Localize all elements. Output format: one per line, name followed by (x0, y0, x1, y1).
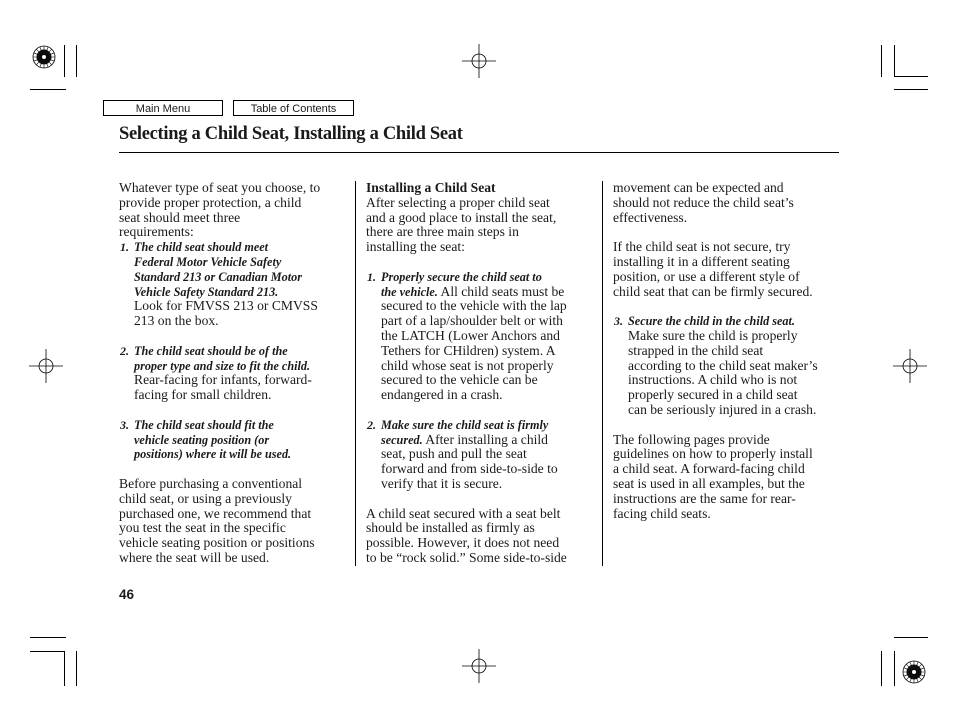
title-rule (119, 152, 839, 153)
body-line: seat, push and pull the seat (381, 446, 527, 462)
spacer (613, 418, 845, 433)
body-text: After installing a child (422, 431, 548, 447)
body-line: according to the child seat maker’s (628, 357, 818, 373)
body-line: part of a lap/shoulder belt or with (381, 313, 563, 329)
body-line: secured to the vehicle can be (381, 372, 538, 388)
column-3 (613, 181, 845, 521)
step-item (366, 270, 598, 403)
body-line: seat is used in all examples, but the (613, 475, 805, 491)
body-line: seat should meet three (119, 209, 241, 225)
requirement-title: positions) where it will be used. (134, 447, 292, 462)
requirement-title: The child seat should fit the (134, 417, 274, 432)
main-menu-button[interactable]: Main Menu (103, 100, 223, 116)
body-line: child whose seat is not properly (381, 357, 554, 373)
body-line: can be seriously injured in a crash. (628, 401, 817, 417)
column-2 (366, 181, 598, 566)
body-line: provide proper protection, a child (119, 194, 302, 210)
body-line: A child seat secured with a seat belt (366, 505, 561, 521)
body-line: a child seat. A forward-facing child (613, 461, 805, 477)
body-line: The following pages provide (613, 431, 770, 447)
body-line: facing for small children. (134, 387, 272, 403)
body-line: position, or use a different style of (613, 268, 800, 284)
column-1 (119, 181, 351, 566)
body-line: and a good place to install the seat, (366, 209, 557, 225)
requirement-item (119, 344, 351, 403)
body-line: movement can be expected and (613, 180, 784, 195)
column-divider-1 (355, 181, 356, 566)
step-title: secured. (381, 432, 423, 447)
body-text: All child seats must be (437, 283, 565, 299)
body-line: child seat that can be firmly secured. (613, 283, 813, 299)
body-line: there are three main steps in (366, 224, 519, 240)
step-title: Secure the child in the child seat. (628, 314, 795, 329)
body-line: secured to the vehicle with the lap (381, 298, 567, 314)
body-line: Before purchasing a conventional (119, 475, 303, 491)
body-line: verify that it is secure. (381, 475, 503, 491)
table-of-contents-button[interactable]: Table of Contents (233, 100, 354, 116)
body-line: instructions. A child who is not (628, 372, 798, 388)
body-line: Look for FMVSS 213 or CMVSS (134, 298, 318, 314)
body-line: installing it in a different seating (613, 253, 790, 269)
requirement-item (119, 418, 351, 462)
requirement-title: The child seat should meet (134, 240, 269, 255)
requirement-title: proper type and size to fit the child. (134, 358, 311, 373)
registration-target-bottom (462, 649, 496, 683)
body-line: After selecting a proper child seat (366, 194, 550, 210)
step-line (381, 433, 598, 448)
step-line (381, 285, 598, 300)
body-line: child seat, or using a previously (119, 490, 292, 506)
body-line: guidelines on how to properly install (613, 446, 813, 462)
spacer (366, 403, 598, 418)
spacer (613, 299, 845, 314)
requirement-title: Standard 213 or Canadian Motor (134, 269, 302, 284)
requirement-title: Federal Motor Vehicle Safety (134, 254, 282, 269)
body-line: purchased one, we recommend that (119, 505, 312, 521)
step-title: the vehicle. (381, 284, 438, 299)
registration-burst-top-left (33, 46, 55, 68)
step-number: 3. (614, 314, 623, 329)
requirement-title: Vehicle Safety Standard 213. (134, 284, 279, 299)
body-line: should be installed as firmly as (366, 520, 535, 536)
registration-target-left (29, 349, 63, 383)
step-number: 2. (367, 417, 376, 432)
spacer (119, 403, 351, 418)
step-number: 1. (367, 269, 376, 284)
body-line: endangered in a crash. (381, 387, 503, 403)
body-line: Tethers for CHildren) system. A (381, 342, 556, 358)
column-divider-2 (602, 181, 603, 566)
spacer (119, 329, 351, 344)
registration-target-right (893, 349, 927, 383)
body-line: requirements: (119, 224, 194, 240)
body-line: the LATCH (Lower Anchors and (381, 327, 560, 343)
body-line: forward and from side-to-side to (381, 461, 558, 477)
body-line: where the seat will be used. (119, 549, 270, 565)
step-item (613, 314, 845, 418)
registration-target-top (462, 44, 496, 78)
body-line: you test the seat in the specific (119, 520, 286, 536)
body-line: 213 on the box. (134, 313, 219, 329)
body-line: should not reduce the child seat’s (613, 194, 794, 210)
body-line: facing child seats. (613, 505, 711, 521)
step-title: Properly secure the child seat to (381, 269, 542, 284)
requirement-title: vehicle seating position (or (134, 432, 270, 447)
step-item (366, 418, 598, 492)
body-line: Rear-facing for infants, forward- (134, 372, 312, 388)
section-heading: Installing a Child Seat (366, 180, 496, 195)
body-line: properly secured in a child seat (628, 387, 798, 403)
page-number: 46 (119, 587, 135, 602)
requirement-item (119, 240, 351, 329)
page-title: Selecting a Child Seat, Installing a Child Seat (119, 124, 463, 144)
item-number: 1. (120, 240, 129, 255)
spacer (119, 462, 351, 477)
body-line: installing the seat: (366, 239, 465, 255)
body-line: possible. However, it does not need (366, 535, 560, 551)
step-title: Make sure the child seat is firmly (381, 417, 549, 432)
spacer (366, 492, 598, 507)
spacer (366, 255, 598, 270)
body-line: strapped in the child seat (628, 342, 764, 358)
body-line: vehicle seating position or positions (119, 535, 315, 551)
requirement-title: The child seat should be of the (134, 343, 288, 358)
body-line: Whatever type of seat you choose, to (119, 180, 321, 195)
body-line: to be “rock solid.” Some side-to-side (366, 549, 567, 565)
spacer (613, 225, 845, 240)
body-line: effectiveness. (613, 209, 688, 225)
item-number: 2. (120, 343, 129, 358)
item-number: 3. (120, 417, 129, 432)
body-line: instructions are the same for rear- (613, 490, 796, 506)
body-line: If the child seat is not secure, try (613, 239, 791, 255)
body-line: Make sure the child is properly (628, 327, 798, 343)
registration-burst-bottom-right (903, 661, 925, 683)
